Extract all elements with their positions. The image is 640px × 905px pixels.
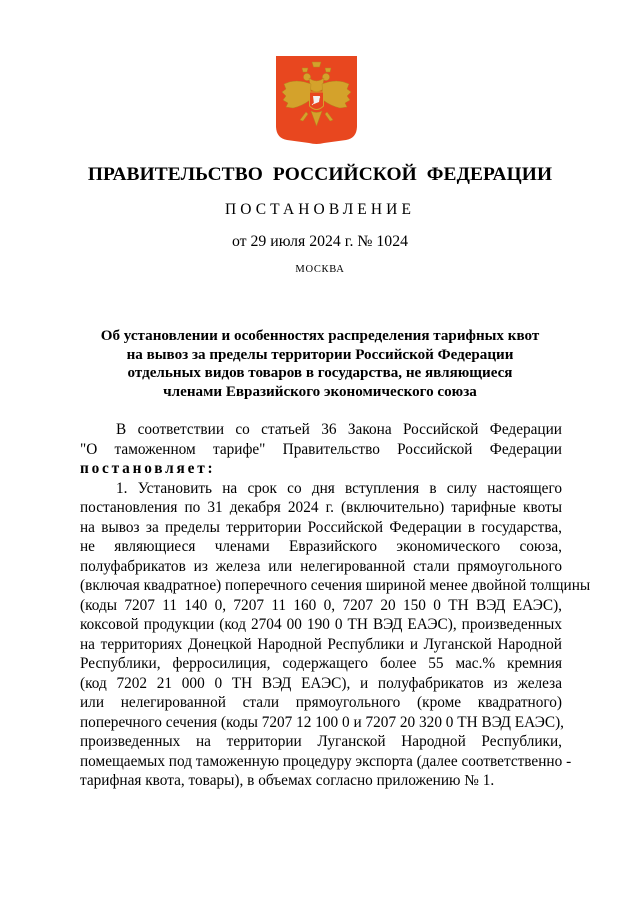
- city-name: МОСКВА: [295, 264, 345, 275]
- coat-of-arms-emblem: [276, 56, 357, 146]
- item-1-line: помещаемых под таможенную процедуру экспорта (далее соответственно -: [80, 752, 572, 770]
- date-and-number: от 29 июля 2024 г. № 1024: [231, 233, 408, 250]
- item-1-line: не являющиеся членами Евразийского экономического союза,: [80, 538, 562, 555]
- document-title: [80, 327, 560, 402]
- title-line: членами Евразийского экономического союза: [163, 384, 477, 401]
- document-body: [80, 420, 591, 791]
- item-1-line: тарифная квота, товары), в объемах согласно приложению № 1.: [80, 772, 495, 789]
- document-type: ПОСТАНОВЛЕНИЕ: [224, 201, 416, 218]
- item-1-line: Республики, ферросилиция, содержащего более 55 мас.% кремния: [80, 655, 562, 672]
- item-1-line: (включая квадратное) поперечного сечения шириной менее двойной толщины: [80, 577, 591, 594]
- item-1-line: (код 7202 21 000 0 ТН ВЭД ЕАЭС), и полуфабрикатов из железа: [80, 674, 562, 692]
- item-1-line: или нелегированной стали прямоугольного (кроме квадратного): [80, 694, 562, 711]
- item-1-line: поперечного сечения (коды 7207 12 100 0 и 7207 20 320 0 ТН ВЭД ЕАЭС),: [80, 713, 564, 731]
- item-1-line: постановления по 31 декабря 2024 г. (включительно) тарифные квоты: [80, 499, 562, 516]
- preamble-line: "О таможенном тарифе" Правительство Российской Федерации: [80, 440, 562, 458]
- item-1-line: произведенных на территории Луганской Народной Республики,: [80, 733, 562, 750]
- item-1-line: коксовой продукции (код 2704 00 190 0 ТН ВЭД ЕАЭС), произведенных: [80, 616, 562, 633]
- item-1-line: на территориях Донецкой Народной Республики и Луганской Народной: [80, 635, 562, 653]
- preamble-line: В соответствии со статьей 36 Закона Российской Федерации: [116, 421, 562, 438]
- item-1-line: полуфабрикатов из железа или нелегированной стали прямоугольного: [80, 557, 562, 575]
- item-1-line: 1. Установить на срок со дня вступления в силу настоящего: [116, 479, 562, 497]
- item-1-line: на вывоз за пределы территории Российской Федерации в государства,: [80, 518, 562, 536]
- government-name: ПРАВИТЕЛЬСТВО РОССИЙСКОЙ ФЕДЕРАЦИИ: [87, 164, 553, 185]
- title-line: отдельных видов товаров в государства, не являющиеся: [127, 365, 513, 382]
- title-line: на вывоз за пределы территории Российской Федерации: [126, 346, 514, 363]
- item-1-line: (коды 7207 11 140 0, 7207 11 160 0, 7207 20 150 0 ТН ВЭД ЕАЭС),: [80, 596, 562, 614]
- title-line: Об установлении и особенностях распределения тарифных квот: [100, 328, 540, 344]
- decree-word: постановляет:: [80, 460, 216, 477]
